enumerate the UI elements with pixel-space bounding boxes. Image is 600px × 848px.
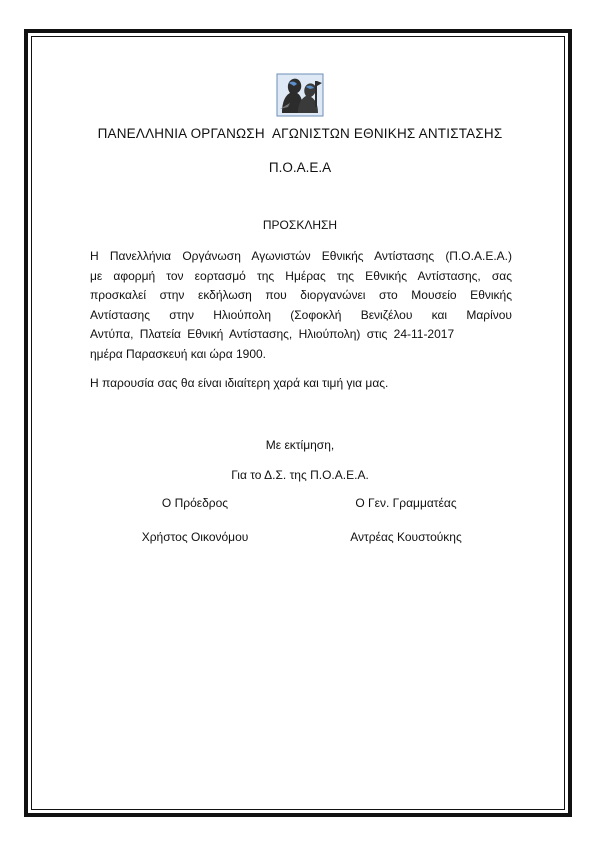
body-line: Αντύπα, Πλατεία Εθνική Αντίστασης, Ηλιούπολη) στις 24-11-2017 [90, 327, 455, 341]
signatory-name-secretary: Αντρέας Κουστούκης [350, 530, 462, 544]
body-line: προσκαλεί στην εκδήλωση που διοργανώνει στο Μουσείο Εθνικής [90, 288, 512, 302]
signatory-name-president: Χρήστος Οικονόμου [141, 530, 249, 544]
on-behalf-text: Για το Δ.Σ. της Π.Ο.Α.Ε.Α. [231, 468, 369, 482]
organization-abbreviation: Π.Ο.Α.Ε.Α [268, 160, 332, 175]
closing-sentence: Η παρουσία σας θα είναι ιδιαίτερη χαρά και τιμή για μας. [90, 376, 389, 390]
organization-title: ΠΑΝΕΛΛΗΝΙΑ ΟΡΓΑΝΩΣΗ ΑΓΩΝΙΣΤΩΝ ΕΘΝΙΚΗΣ ΑΝΤΙΣΤΑΣΗΣ [97, 126, 503, 141]
regards-text: Με εκτίμηση, [265, 438, 335, 452]
signatory-role-president: Ο Πρόεδρος [161, 496, 229, 510]
signatory-role-secretary: Ο Γεν. Γραμματέας [355, 496, 457, 510]
body-line: Αντίστασης στην Ηλιούπολη (Σοφοκλή Βενιζέλου και Μαρίνου [90, 307, 512, 322]
body-line: ημέρα Παρασκευή και ώρα 1900. [90, 346, 267, 361]
body-line: Η Πανελλήνια Οργάνωση Αγωνιστών Εθνικής Αντίστασης (Π.Ο.Α.Ε.Α.) [90, 249, 512, 263]
body-line: με αφορμή τον εορτασμό της Ημέρας της Εθνικής Αντίστασης, σας [90, 268, 512, 283]
invitation-heading: ΠΡΟΣΚΛΗΣΗ [262, 218, 338, 232]
page-border-inner [31, 36, 565, 810]
invitation-body [90, 247, 512, 364]
organization-logo-icon [276, 73, 324, 117]
